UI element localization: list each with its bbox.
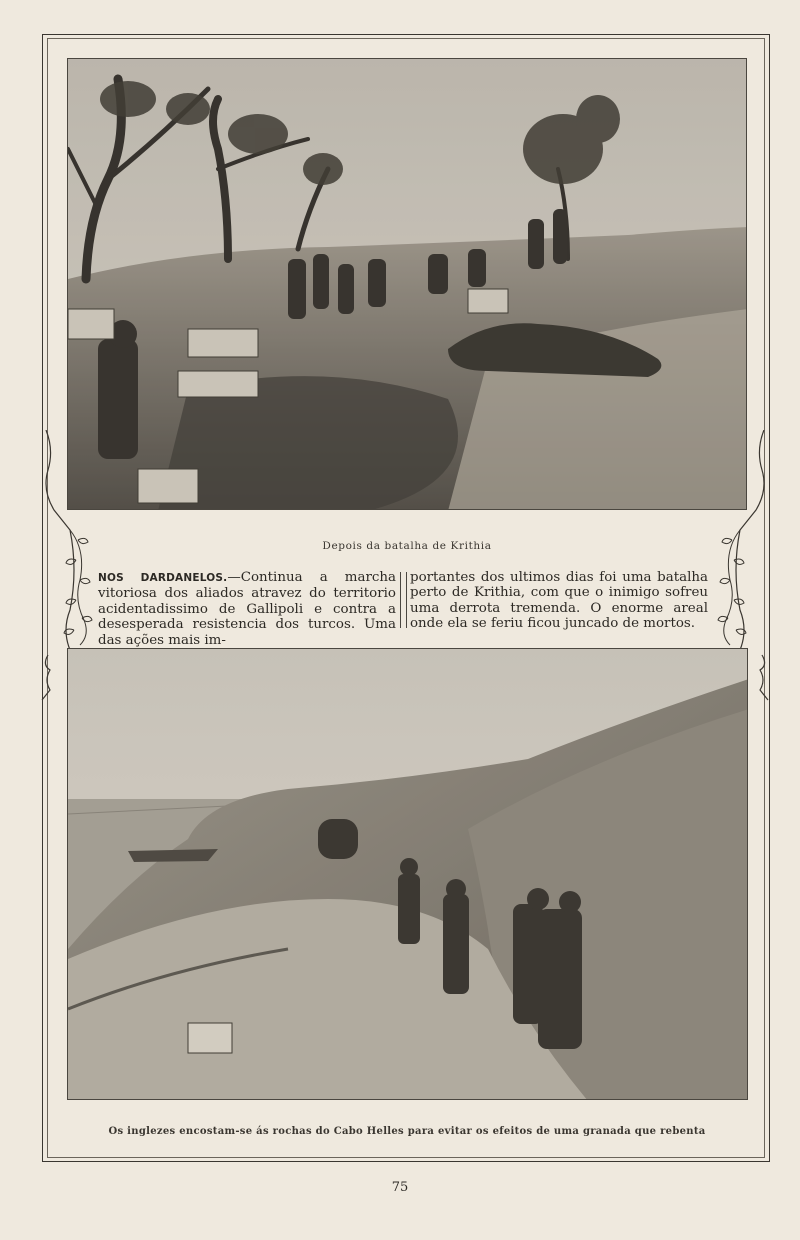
article-columns <box>98 570 708 648</box>
column-divider <box>400 572 407 628</box>
article-column-1-text: —Continua a marcha vitoriosa dos aliados atravez do territorio acidentadissimo de Gallipoli e contra a desesperada resistencia dos turcos. Uma das ações mais im- <box>98 570 396 648</box>
page-number: 75 <box>391 1180 409 1195</box>
top-photo-caption: Depois da batalha de Krithia <box>322 540 492 552</box>
article-column-1 <box>98 570 396 648</box>
photo-krithia-battlefield <box>67 58 747 510</box>
bottom-photo-caption: Os inglezes encostam-se ás rochas do Cabo Helles para evitar os efeitos de uma granada que rebenta <box>108 1126 706 1137</box>
photo-cabo-helles <box>67 648 748 1100</box>
article-lead: NOS DARDANELOS. <box>98 572 228 584</box>
article-column-2: portantes dos ultimos dias foi uma batalha perto de Krithia, com que o inimigo sofreu uma derrota tremenda. O enorme areal onde ela se feriu ficou juncado de mortos. <box>410 570 708 632</box>
